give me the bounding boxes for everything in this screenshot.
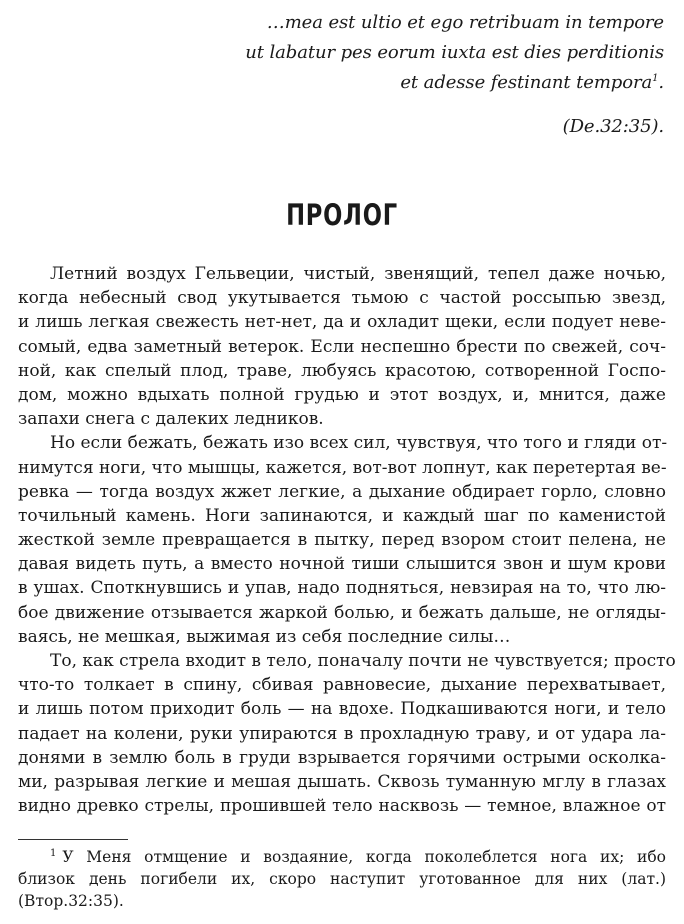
text-line: когда небесный свод укутывается тьмою с частой россыпью звезд, xyxy=(18,288,666,309)
text-line: запахи снега с далеких ледников. xyxy=(18,409,324,430)
epigraph-line: ut labatur pes eorum iuxta est dies perditionis xyxy=(245,42,664,63)
text-line: давая видеть путь, а вместо ночной тиши слышится звон и шум крови xyxy=(18,554,666,575)
footnote-line: близок день погибели их, скоро наступит уготованное для них (лат.) xyxy=(18,870,666,888)
text-line: нимутся ноги, что мышцы, кажется, вот-вот лопнут, как перетертая ве- xyxy=(18,457,667,478)
text-line: бое движение отзывается жаркой болью, и бежать дальше, не огляды- xyxy=(18,602,666,623)
footnote-line: (Втор.32:35). xyxy=(18,892,124,910)
footnote-line: $^1$ У Меня отмщение и воздаяние, когда поколеблется нога их; ибо xyxy=(50,847,666,866)
text-line: ревка — тогда воздух жжет легкие, а дыхание обдирает горло, словно xyxy=(18,481,666,502)
epigraph-line: et adesse festinant tempora$^1$. xyxy=(400,72,664,93)
body-text xyxy=(18,262,676,818)
text-line: То, как стрела входит в тело, поначалу почти не чувствуется; просто xyxy=(50,651,676,671)
text-line: Но если бежать, бежать изо всех сил, чувствуя, что того и гляди от- xyxy=(50,433,668,454)
text-line: падает на колени, руки упираются в прохладную траву, и от удара ла- xyxy=(18,723,666,744)
text-line: сомый, едва заметный ветерок. Если неспешно брести по свежей, соч- xyxy=(18,336,666,357)
footnote xyxy=(18,846,666,912)
footnote-reference[interactable]: 1 xyxy=(652,73,659,84)
paragraph xyxy=(18,649,676,818)
text-line: точильный камень. Ноги запинаются, и каждый шаг по каменистой xyxy=(18,505,666,526)
text-line: Летний воздух Гельвеции, чистый, звенящий, тепел даже ночью, xyxy=(50,264,666,284)
footnote-divider xyxy=(18,839,128,840)
text-line: дом, можно вдыхать полной грудью и этот воздух, и, мнится, даже xyxy=(18,384,666,405)
text-line: и лишь легкая свежесть нет-нет, да и охладит щеки, если подует неве- xyxy=(18,312,666,333)
text-line: что-то толкает в спину, сбивая равновесие, дыхание перехватывает, xyxy=(18,675,666,696)
text-line: видно древко стрелы, прошившей тело насквозь — темное, влажное от xyxy=(18,796,666,817)
paragraph xyxy=(18,431,666,649)
footnote-mark: 1 xyxy=(50,847,57,859)
text-line: ваясь, не мешкая, выжимая из себя последние силы… xyxy=(18,626,511,647)
text-line: ми, разрывая легкие и мешая дышать. Сквозь туманную мглу в глазах xyxy=(18,771,666,792)
text-line: ной, как спелый плод, траве, любуясь красотою, сотворенной Госпо- xyxy=(18,360,666,381)
text-line: жесткой земле превращается в пытку, перед взором стоит пелена, не xyxy=(18,530,666,551)
paragraph xyxy=(18,262,666,431)
epigraph xyxy=(204,8,664,142)
epigraph-line: …mea est ultio et ego retribuam in tempore xyxy=(266,12,664,33)
text-line: в ушах. Споткнувшись и упав, надо подняться, невзирая на то, что лю- xyxy=(18,578,666,599)
chapter-title: ПРОЛОГ xyxy=(286,198,398,232)
text-line: и лишь потом приходит боль — на вдохе. Подкашиваются ноги, и тело xyxy=(18,699,666,720)
epigraph-reference: (De.32:35). xyxy=(562,116,664,137)
text-line: донями в землю боль в груди взрывается горячими острыми осколка- xyxy=(18,747,666,768)
